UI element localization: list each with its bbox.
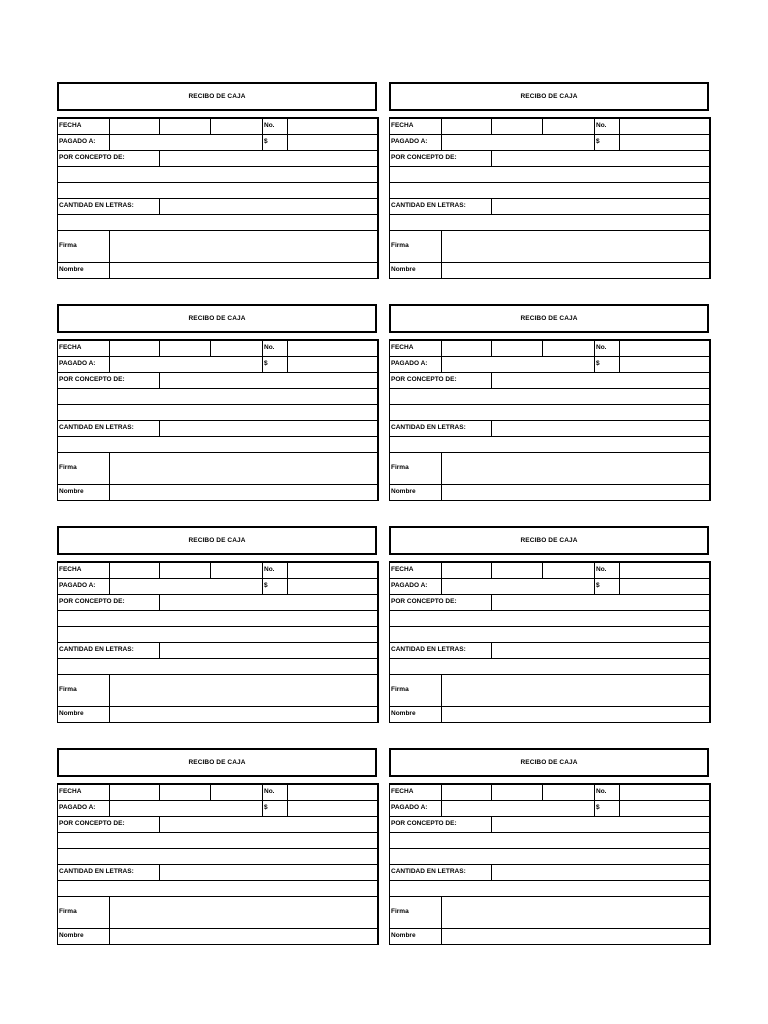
number-field[interactable]	[288, 340, 378, 357]
nombre-field[interactable]	[110, 263, 378, 279]
pagado-row	[58, 579, 378, 595]
number-field[interactable]	[288, 562, 378, 579]
concepto-line-2[interactable]	[390, 183, 710, 199]
pagado-field[interactable]	[110, 801, 263, 817]
concepto-line-row	[390, 389, 710, 405]
concepto-line-row	[58, 389, 378, 405]
concepto-line-row	[58, 627, 378, 643]
concepto-row	[58, 817, 378, 833]
fecha-day-field[interactable]	[442, 562, 492, 579]
concepto-line-row	[58, 183, 378, 199]
concepto-line-2[interactable]	[58, 183, 378, 199]
fecha-row	[58, 340, 378, 357]
concepto-line-1[interactable]	[58, 833, 378, 849]
fecha-label: FECHA	[58, 340, 110, 357]
pagado-field[interactable]	[442, 135, 595, 151]
receipt-title: RECIBO DE CAJA	[57, 748, 377, 777]
concepto-field[interactable]	[492, 373, 710, 389]
cantidad-label: CANTIDAD EN LETRAS:	[58, 421, 160, 437]
fecha-day-field[interactable]	[442, 118, 492, 135]
concepto-field[interactable]	[160, 595, 378, 611]
concepto-line-2[interactable]	[58, 627, 378, 643]
receipt-title: RECIBO DE CAJA	[389, 304, 709, 333]
pagado-label: PAGADO A:	[390, 357, 442, 373]
firma-field[interactable]	[442, 453, 710, 485]
firma-field[interactable]	[442, 231, 710, 263]
concepto-field[interactable]	[492, 817, 710, 833]
fecha-row	[390, 784, 710, 801]
cantidad-label: CANTIDAD EN LETRAS:	[58, 865, 160, 881]
firma-field[interactable]	[110, 231, 378, 263]
cantidad-field[interactable]	[492, 643, 710, 659]
nombre-row	[390, 707, 710, 723]
nombre-field[interactable]	[442, 263, 710, 279]
concepto-line-1[interactable]	[58, 167, 378, 183]
cantidad-field[interactable]	[492, 199, 710, 215]
nombre-label: Nombre	[58, 707, 110, 723]
fecha-year-field[interactable]	[543, 784, 595, 801]
concepto-line-row	[390, 627, 710, 643]
pagado-row	[390, 357, 710, 373]
concepto-row	[390, 595, 710, 611]
firma-field[interactable]	[110, 897, 378, 929]
cantidad-field[interactable]	[160, 199, 378, 215]
concepto-label: POR CONCEPTO DE:	[390, 151, 492, 167]
cantidad-line-row	[58, 881, 378, 897]
fecha-month-field[interactable]	[492, 562, 543, 579]
pagado-label: PAGADO A:	[390, 135, 442, 151]
concepto-line-1[interactable]	[390, 167, 710, 183]
receipt-form-table	[57, 339, 379, 501]
number-label: No.	[263, 562, 288, 579]
concepto-row	[58, 595, 378, 611]
pagado-row	[390, 135, 710, 151]
firma-field[interactable]	[110, 453, 378, 485]
cantidad-line[interactable]	[58, 437, 378, 453]
cantidad-field[interactable]	[160, 643, 378, 659]
cantidad-line[interactable]	[58, 659, 378, 675]
nombre-label: Nombre	[58, 263, 110, 279]
fecha-row	[58, 118, 378, 135]
firma-row	[390, 231, 710, 263]
firma-label: Firma	[58, 453, 110, 485]
cantidad-label: CANTIDAD EN LETRAS:	[390, 865, 492, 881]
receipt-title: RECIBO DE CAJA	[389, 526, 709, 555]
pagado-label: PAGADO A:	[58, 579, 110, 595]
firma-label: Firma	[390, 453, 442, 485]
cantidad-field[interactable]	[160, 421, 378, 437]
nombre-field[interactable]	[442, 929, 710, 945]
number-label: No.	[263, 784, 288, 801]
receipt-form-table	[57, 783, 379, 945]
concepto-line-row	[390, 611, 710, 627]
number-field[interactable]	[288, 784, 378, 801]
nombre-field[interactable]	[442, 485, 710, 501]
fecha-month-field[interactable]	[160, 784, 211, 801]
nombre-row	[58, 263, 378, 279]
fecha-row	[390, 562, 710, 579]
cantidad-row	[390, 643, 710, 659]
fecha-day-field[interactable]	[110, 118, 160, 135]
firma-field[interactable]	[110, 675, 378, 707]
fecha-day-field[interactable]	[110, 340, 160, 357]
pagado-label: PAGADO A:	[390, 579, 442, 595]
nombre-field[interactable]	[110, 707, 378, 723]
firma-label: Firma	[390, 675, 442, 707]
cantidad-row	[390, 865, 710, 881]
dollar-label: $	[263, 579, 288, 595]
firma-row	[390, 453, 710, 485]
nombre-field[interactable]	[110, 929, 378, 945]
fecha-month-field[interactable]	[492, 118, 543, 135]
number-label: No.	[595, 562, 620, 579]
concepto-line-1[interactable]	[390, 611, 710, 627]
cantidad-row	[58, 643, 378, 659]
pagado-row	[58, 135, 378, 151]
fecha-day-field[interactable]	[442, 784, 492, 801]
fecha-year-field[interactable]	[543, 562, 595, 579]
fecha-label: FECHA	[58, 562, 110, 579]
firma-row	[58, 675, 378, 707]
amount-field[interactable]	[620, 357, 710, 373]
cantidad-label: CANTIDAD EN LETRAS:	[390, 421, 492, 437]
concepto-line-row	[390, 849, 710, 865]
receipt-title: RECIBO DE CAJA	[389, 748, 709, 777]
concepto-field[interactable]	[492, 595, 710, 611]
concepto-field[interactable]	[160, 817, 378, 833]
nombre-label: Nombre	[390, 485, 442, 501]
fecha-label: FECHA	[390, 562, 442, 579]
cantidad-line-row	[58, 215, 378, 231]
receipt-title: RECIBO DE CAJA	[57, 526, 377, 555]
cantidad-line-row	[58, 659, 378, 675]
nombre-label: Nombre	[390, 263, 442, 279]
concepto-label: POR CONCEPTO DE:	[58, 151, 160, 167]
concepto-label: POR CONCEPTO DE:	[58, 373, 160, 389]
amount-field[interactable]	[288, 357, 378, 373]
concepto-row	[390, 373, 710, 389]
concepto-line-row	[58, 849, 378, 865]
cantidad-line[interactable]	[58, 881, 378, 897]
nombre-label: Nombre	[58, 929, 110, 945]
fecha-month-field[interactable]	[160, 340, 211, 357]
pagado-row	[58, 357, 378, 373]
nombre-row	[58, 929, 378, 945]
concepto-line-1[interactable]	[58, 389, 378, 405]
pagado-row	[58, 801, 378, 817]
concepto-label: POR CONCEPTO DE:	[390, 373, 492, 389]
dollar-label: $	[595, 135, 620, 151]
concepto-row	[58, 151, 378, 167]
number-label: No.	[595, 340, 620, 357]
receipt-form-table	[57, 117, 379, 279]
fecha-row	[390, 118, 710, 135]
number-field[interactable]	[620, 118, 710, 135]
concepto-field[interactable]	[492, 151, 710, 167]
cantidad-field[interactable]	[492, 865, 710, 881]
concepto-field[interactable]	[160, 373, 378, 389]
amount-field[interactable]	[288, 801, 378, 817]
fecha-day-field[interactable]	[110, 784, 160, 801]
nombre-label: Nombre	[390, 707, 442, 723]
firma-row	[58, 231, 378, 263]
fecha-month-field[interactable]	[160, 562, 211, 579]
concepto-line-2[interactable]	[390, 405, 710, 421]
pagado-field[interactable]	[110, 135, 263, 151]
cantidad-row	[390, 421, 710, 437]
number-label: No.	[263, 118, 288, 135]
pagado-field[interactable]	[442, 579, 595, 595]
dollar-label: $	[595, 579, 620, 595]
nombre-label: Nombre	[58, 485, 110, 501]
cantidad-line[interactable]	[390, 881, 710, 897]
dollar-label: $	[263, 801, 288, 817]
cantidad-line-row	[390, 881, 710, 897]
cantidad-row	[58, 421, 378, 437]
pagado-field[interactable]	[442, 357, 595, 373]
concepto-line-1[interactable]	[390, 833, 710, 849]
receipt-form-table	[389, 783, 711, 945]
cantidad-label: CANTIDAD EN LETRAS:	[390, 643, 492, 659]
fecha-day-field[interactable]	[110, 562, 160, 579]
amount-field[interactable]	[620, 579, 710, 595]
pagado-label: PAGADO A:	[390, 801, 442, 817]
firma-field[interactable]	[442, 675, 710, 707]
concepto-field[interactable]	[160, 151, 378, 167]
fecha-year-field[interactable]	[211, 118, 263, 135]
cantidad-label: CANTIDAD EN LETRAS:	[58, 643, 160, 659]
concepto-label: POR CONCEPTO DE:	[390, 595, 492, 611]
number-label: No.	[263, 340, 288, 357]
cantidad-line[interactable]	[390, 437, 710, 453]
nombre-field[interactable]	[110, 485, 378, 501]
firma-row	[390, 897, 710, 929]
nombre-field[interactable]	[442, 707, 710, 723]
concepto-line-row	[390, 183, 710, 199]
firma-label: Firma	[58, 231, 110, 263]
firma-row	[58, 897, 378, 929]
nombre-label: Nombre	[390, 929, 442, 945]
number-field[interactable]	[288, 118, 378, 135]
pagado-label: PAGADO A:	[58, 357, 110, 373]
cantidad-line-row	[390, 215, 710, 231]
fecha-label: FECHA	[390, 118, 442, 135]
nombre-row	[390, 485, 710, 501]
receipt-form-table	[389, 117, 711, 279]
amount-field[interactable]	[620, 135, 710, 151]
fecha-row	[58, 562, 378, 579]
fecha-year-field[interactable]	[211, 562, 263, 579]
fecha-year-field[interactable]	[211, 340, 263, 357]
concepto-line-2[interactable]	[390, 849, 710, 865]
fecha-label: FECHA	[58, 118, 110, 135]
concepto-line-2[interactable]	[390, 627, 710, 643]
concepto-line-row	[58, 611, 378, 627]
nombre-row	[390, 263, 710, 279]
fecha-month-field[interactable]	[492, 340, 543, 357]
receipt-form-table	[389, 339, 711, 501]
concepto-row	[390, 817, 710, 833]
pagado-field[interactable]	[442, 801, 595, 817]
pagado-label: PAGADO A:	[58, 801, 110, 817]
amount-field[interactable]	[288, 135, 378, 151]
pagado-label: PAGADO A:	[58, 135, 110, 151]
pagado-field[interactable]	[110, 357, 263, 373]
receipt-title: RECIBO DE CAJA	[389, 82, 709, 111]
cantidad-label: CANTIDAD EN LETRAS:	[58, 199, 160, 215]
number-field[interactable]	[620, 562, 710, 579]
cantidad-row	[58, 865, 378, 881]
concepto-line-2[interactable]	[58, 405, 378, 421]
cantidad-row	[58, 199, 378, 215]
fecha-label: FECHA	[390, 784, 442, 801]
fecha-year-field[interactable]	[211, 784, 263, 801]
amount-field[interactable]	[620, 801, 710, 817]
concepto-row	[58, 373, 378, 389]
firma-row	[390, 675, 710, 707]
concepto-label: POR CONCEPTO DE:	[390, 817, 492, 833]
concepto-label: POR CONCEPTO DE:	[58, 595, 160, 611]
number-field[interactable]	[620, 784, 710, 801]
pagado-row	[390, 801, 710, 817]
cantidad-line[interactable]	[390, 659, 710, 675]
concepto-line-row	[58, 405, 378, 421]
number-field[interactable]	[620, 340, 710, 357]
concepto-line-1[interactable]	[390, 389, 710, 405]
firma-label: Firma	[390, 897, 442, 929]
concepto-line-row	[390, 833, 710, 849]
receipt-title: RECIBO DE CAJA	[57, 82, 377, 111]
fecha-row	[390, 340, 710, 357]
fecha-row	[58, 784, 378, 801]
concepto-line-1[interactable]	[58, 611, 378, 627]
cantidad-line[interactable]	[58, 215, 378, 231]
receipt-form-table	[57, 561, 379, 723]
concepto-line-row	[390, 405, 710, 421]
cantidad-row	[390, 199, 710, 215]
firma-label: Firma	[58, 675, 110, 707]
firma-label: Firma	[390, 231, 442, 263]
cantidad-field[interactable]	[160, 865, 378, 881]
concepto-line-row	[390, 167, 710, 183]
fecha-year-field[interactable]	[543, 118, 595, 135]
pagado-field[interactable]	[110, 579, 263, 595]
concepto-row	[390, 151, 710, 167]
fecha-day-field[interactable]	[442, 340, 492, 357]
firma-label: Firma	[58, 897, 110, 929]
fecha-month-field[interactable]	[492, 784, 543, 801]
dollar-label: $	[263, 135, 288, 151]
number-label: No.	[595, 784, 620, 801]
fecha-label: FECHA	[58, 784, 110, 801]
cantidad-line[interactable]	[390, 215, 710, 231]
cantidad-line-row	[390, 437, 710, 453]
cantidad-label: CANTIDAD EN LETRAS:	[390, 199, 492, 215]
nombre-row	[58, 485, 378, 501]
pagado-row	[390, 579, 710, 595]
cantidad-line-row	[58, 437, 378, 453]
dollar-label: $	[595, 357, 620, 373]
receipt-form-table	[389, 561, 711, 723]
firma-field[interactable]	[442, 897, 710, 929]
concepto-label: POR CONCEPTO DE:	[58, 817, 160, 833]
fecha-label: FECHA	[390, 340, 442, 357]
nombre-row	[390, 929, 710, 945]
nombre-row	[58, 707, 378, 723]
dollar-label: $	[595, 801, 620, 817]
concepto-line-row	[58, 167, 378, 183]
cantidad-field[interactable]	[492, 421, 710, 437]
number-label: No.	[595, 118, 620, 135]
fecha-month-field[interactable]	[160, 118, 211, 135]
amount-field[interactable]	[288, 579, 378, 595]
concepto-line-row	[58, 833, 378, 849]
firma-row	[58, 453, 378, 485]
dollar-label: $	[263, 357, 288, 373]
cantidad-line-row	[390, 659, 710, 675]
receipt-title: RECIBO DE CAJA	[57, 304, 377, 333]
fecha-year-field[interactable]	[543, 340, 595, 357]
concepto-line-2[interactable]	[58, 849, 378, 865]
